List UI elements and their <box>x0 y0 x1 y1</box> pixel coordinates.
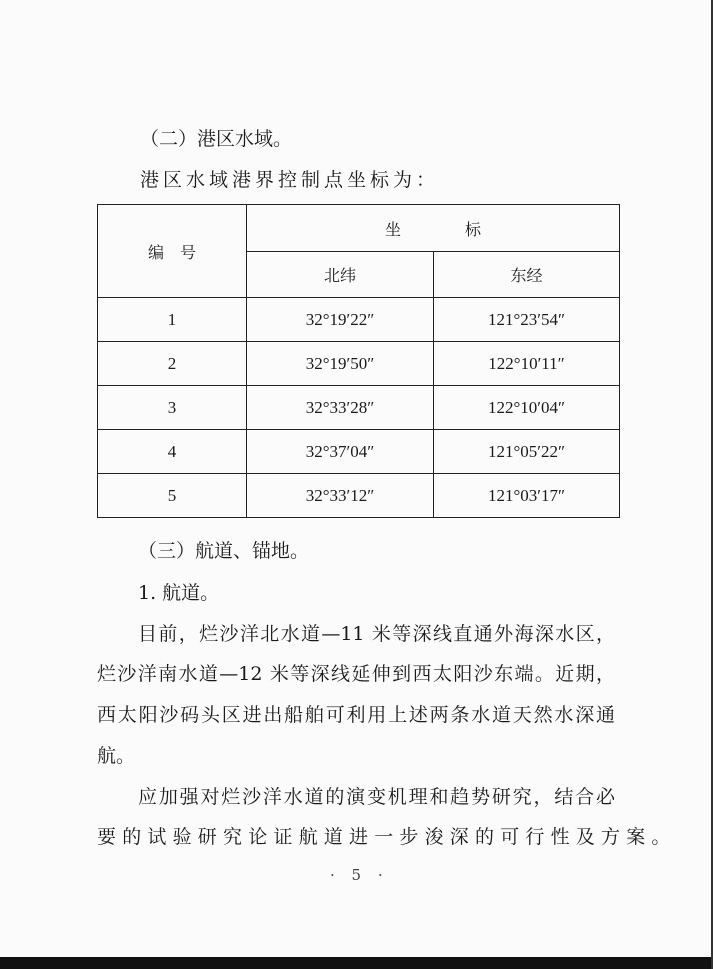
cell-lat: 32°33′12″ <box>247 474 434 518</box>
table-row <box>98 298 620 342</box>
cell-lon: 121°05′22″ <box>434 430 620 474</box>
cell-id: 5 <box>98 474 247 518</box>
cell-lat: 32°33′28″ <box>247 386 434 430</box>
header-longitude: 东经 <box>434 252 620 298</box>
header-latitude: 北纬 <box>247 252 434 298</box>
cell-id: 2 <box>98 342 247 386</box>
table-row <box>98 474 620 518</box>
subheading-channel: 1. 航道。 <box>138 582 220 604</box>
cell-id: 3 <box>98 386 247 430</box>
scan-border-bottom <box>0 957 713 969</box>
cell-lon: 121°03′17″ <box>434 474 620 518</box>
header-id: 编 号 <box>98 205 247 298</box>
paragraph-line: 西太阳沙码头区进出船舶可利用上述两条水道天然水深通 <box>97 704 615 726</box>
paragraph-line: 烂沙洋南水道—12 米等深线延伸到西太阳沙东端。近期， <box>97 663 615 685</box>
cell-lon: 122°10′11″ <box>434 342 620 386</box>
paragraph-line: 目前，烂沙洋北水道—11 米等深线直通外海深水区， <box>138 623 615 645</box>
paragraph-line: 要的试验研究论证航道进一步浚深的可行性及方案。 <box>97 826 677 848</box>
table-row <box>98 342 620 386</box>
table-row <box>98 430 620 474</box>
paragraph-line: 应加强对烂沙洋水道的演变机理和趋势研究，结合必 <box>138 786 615 808</box>
cell-lon: 121°23′54″ <box>434 298 620 342</box>
cell-lat: 32°37′04″ <box>247 430 434 474</box>
cell-lon: 122°10′04″ <box>434 386 620 430</box>
coordinates-table <box>97 204 620 518</box>
cell-id: 1 <box>98 298 247 342</box>
header-coordinates: 坐 标 <box>247 205 620 252</box>
table-row <box>98 386 620 430</box>
section-heading-2: （二）港区水域。 <box>140 128 293 150</box>
cell-lat: 32°19′50″ <box>247 342 434 386</box>
paragraph-line: 航。 <box>97 745 136 767</box>
cell-lat: 32°19′22″ <box>247 298 434 342</box>
section-heading-3: （三）航道、锚地。 <box>138 540 310 562</box>
page-number: · 5 · <box>330 866 389 884</box>
cell-id: 4 <box>98 430 247 474</box>
table-intro: 港区水域港界控制点坐标为： <box>140 169 440 191</box>
